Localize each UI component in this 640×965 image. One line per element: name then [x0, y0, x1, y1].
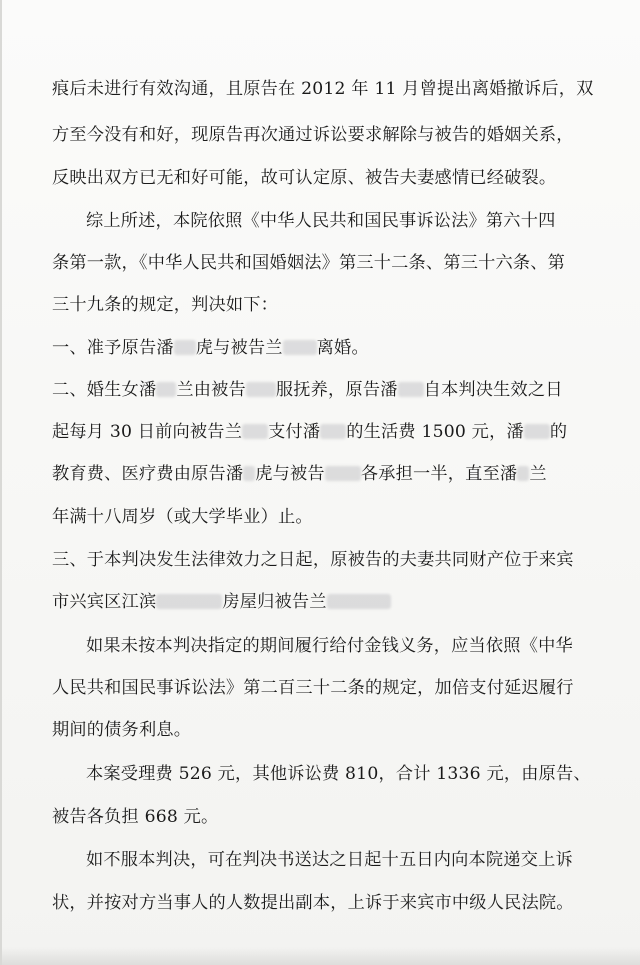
text-line: 人民共和国民事诉讼法》第二百三十二条的规定，加倍支付延迟履行: [52, 678, 574, 698]
ruling-item-2: [52, 375, 563, 400]
redacted-text: [156, 594, 222, 609]
text-line: 被告各负担 668 元。: [52, 807, 219, 827]
text-segment: 二、婚生女潘: [52, 380, 157, 400]
redacted-text: [398, 382, 424, 397]
text-segment: 起每月 30 日前向被告兰: [52, 422, 243, 442]
text-segment: 支付潘: [268, 422, 321, 442]
text-line: 综上所述，本院依照《中华人民共和国民事诉讼法》第六十四: [86, 211, 556, 231]
text-segment: 服抚养，原告潘: [275, 380, 398, 400]
text-segment: 虎与被告: [255, 464, 325, 484]
text-line: 年满十八周岁（或大学毕业）止。: [52, 507, 313, 527]
text-line: 状，并按对方当事人的人数提出副本，上诉于来宾市中级人民法院。: [52, 893, 574, 913]
redacted-text: [174, 340, 196, 355]
text-segment: 兰由被告: [176, 380, 246, 400]
text-line: 如不服本判决，可在判决书送达之日起十五日内向本院递交上诉: [86, 850, 573, 870]
redacted-text: [320, 424, 346, 439]
text-line: 期间的债务利息。: [52, 720, 192, 740]
redacted-text: [517, 466, 529, 481]
text-line: 三十九条的规定，判决如下：: [52, 295, 279, 315]
redacted-text: [524, 424, 550, 439]
text-segment: 各承担一半，直至潘: [360, 464, 518, 484]
text-line: 条第一款，《中华人民共和国婚姻法》第三十二条、第三十六条、第: [52, 253, 566, 273]
text-line: 反映出双方已无和好可能，故可认定原、被告夫妻感情已经破裂。: [52, 168, 557, 188]
redacted-text: [283, 340, 317, 355]
page-edge-shadow: [2, 947, 640, 965]
text-segment: 虎与被告兰: [195, 338, 283, 358]
text-line: 方至今没有和好，现原告再次通过诉讼要求解除与被告的婚姻关系，: [52, 125, 574, 145]
redacted-text: [325, 466, 361, 481]
text-line: 本案受理费 526 元，其他诉讼费 810，合计 1336 元，由原告、: [86, 764, 591, 784]
text-segment: 市兴宾区江滨: [52, 592, 157, 612]
text-segment: 房屋归被告兰: [222, 592, 327, 612]
redacted-text: [243, 466, 255, 481]
text-segment: 一、准予原告潘: [52, 338, 174, 358]
text-segment: 自本判决生效之日: [423, 380, 563, 400]
text-segment: 的生活费 1500 元，潘: [346, 422, 524, 442]
redacted-text: [156, 382, 176, 397]
redacted-text: [246, 382, 276, 397]
text-line: 痕后未进行有效沟通，且原告在 2012 年 11 月曾提出离婚撤诉后，双: [52, 79, 594, 99]
text-line: [52, 459, 547, 484]
text-line: [52, 587, 391, 612]
text-segment: 离婚。: [316, 338, 369, 358]
text-segment: 教育费、医疗费由原告潘: [52, 464, 244, 484]
redacted-text: [327, 594, 391, 609]
text-line: 如果未按本判决指定的期间履行给付金钱义务，应当依照《中华: [86, 636, 573, 656]
redacted-text: [242, 424, 268, 439]
text-segment: 兰: [529, 464, 547, 484]
text-segment: 的: [549, 422, 568, 442]
ruling-item-1: [52, 333, 369, 358]
ruling-item-3: 三、于本判决发生法律效力之日起，原被告的夫妻共同财产位于来宾: [52, 550, 574, 570]
text-line: [52, 417, 567, 442]
